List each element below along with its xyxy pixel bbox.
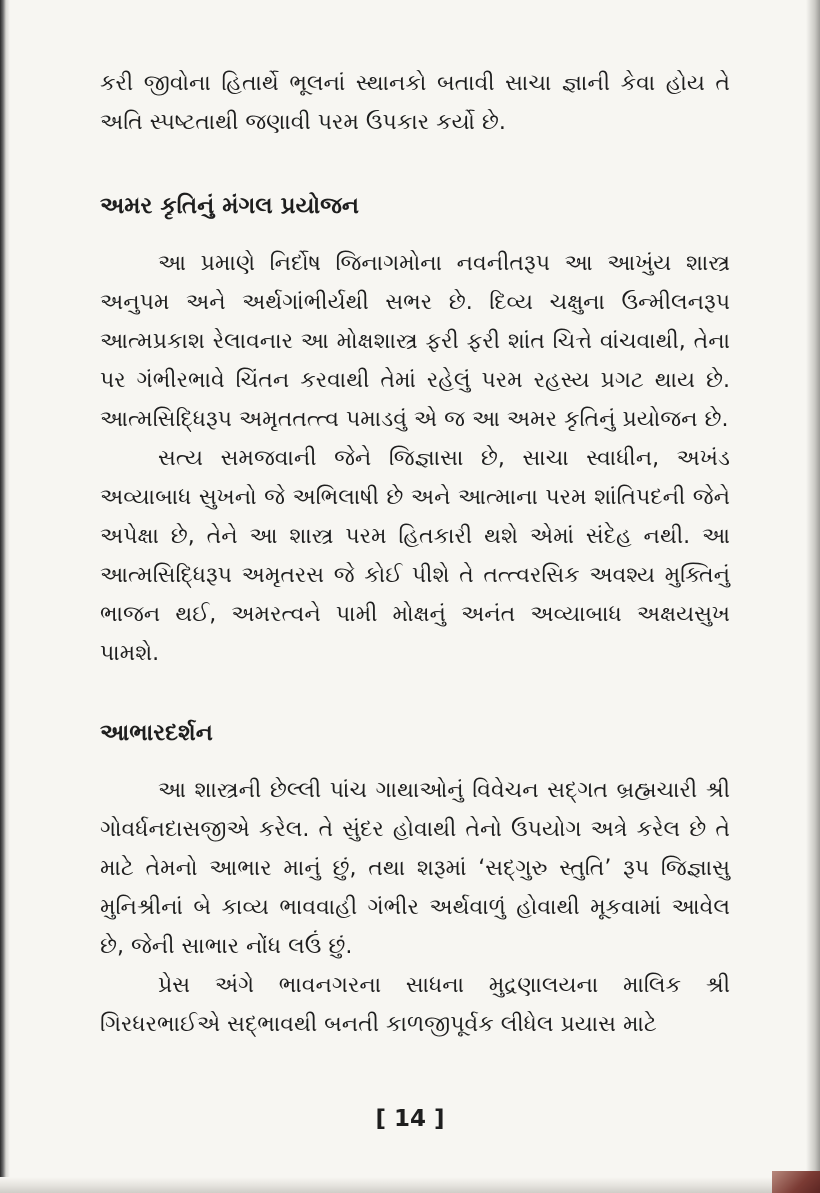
paragraph-thanks-1: આ શાસ્ત્રની છેલ્લી પાંચ ગાથાઓનું વિવેચન સદ્‌ગત બ્રહ્મચારી શ્રી ગોવર્ધનદાસજીએ કરેલ. તે સુંદર હોવાથી તેનો ઉપયોગ અત્રે કરેલ છે તે માટે તેમનો આભાર માનું છું, તથા શરૂમાં ‘સદ્‌ગુરુ સ્તુતિ’ રૂપ જિજ્ઞાસુ મુનિશ્રીનાં બે કાવ્ય ભાવવાહી ગંભીર અર્થવાળું હોવાથી મૂકવામાં આવેલ છે, જેની સાભાર નોંધ લઉં છું. xyxy=(100,778,730,959)
page-binding-shadow xyxy=(0,0,10,1193)
heading-purpose: અમર કૃતિનું મંગલ પ્રયોજન xyxy=(100,193,360,219)
page-edge-shadow xyxy=(806,0,820,1193)
page-body xyxy=(100,64,730,1044)
book-cover-corner xyxy=(772,1171,820,1193)
paragraph-intro: કરી જીવોના હિતાર્થે ભૂલનાં સ્થાનકો બતાવી સાચા જ્ઞાની કેવા હોય તે અતિ સ્પષ્ટતાથી જણાવી પરમ ઉપકાર કર્યો છે. xyxy=(100,71,730,135)
paragraph-thanks-2: પ્રેસ અંગે ભાવનગરના સાધના મુદ્રણાલયના માલિક શ્રી ગિરધરભાઈએ સદ્‌ભાવથી બનતી કાળજીપૂર્વક લીધેલ પ્રયાસ માટે xyxy=(100,973,730,1037)
page-bottom-edge xyxy=(0,1177,820,1193)
paragraph-purpose-2: સત્ય સમજવાની જેને જિજ્ઞાસા છે, સાચા સ્વાધીન, અખંડ અવ્યાબાધ સુખનો જે અભિલાષી છે અને આત્માના પરમ શાંતિપદની જેને અપેક્ષા છે, તેને આ શાસ્ત્ર પરમ હિતકારી થશે એમાં સંદેહ નથી. આ આત્મસિદ્ધિરૂપ અમૃતરસ જે કોઈ પીશે તે તત્ત્વરસિક અવશ્ય મુક્તિનું ભાજન થઈ, અમરત્વને પામી મોક્ષનું અનંત અવ્યાબાધ અક્ષયસુખ પામશે. xyxy=(100,446,730,666)
page-number: [ 14 ] xyxy=(375,1106,445,1132)
paragraph-purpose-1: આ પ્રમાણે નિર્દોષ જિનાગમોના નવનીતરૂપ આ આખુંય શાસ્ત્ર અનુપમ અને અર્થગાંભીર્યથી સભર છે. દિવ્ય ચક્ષુના ઉન્મીલનરૂપ આત્મપ્રકાશ રેલાવનાર આ મોક્ષશાસ્ત્ર ફરી ફરી શાંત ચિત્તે વાંચવાથી, તેના પર ગંભીરભાવે ચિંતન કરવાથી તેમાં રહેલું પરમ રહસ્ય પ્રગટ થાય છે. આત્મસિદ્ધિરૂપ અમૃતતત્ત્વ પમાડવું એ જ આ અમર કૃતિનું પ્રયોજન છે. xyxy=(100,251,730,432)
heading-thanks: આભારદર્શન xyxy=(100,720,213,746)
